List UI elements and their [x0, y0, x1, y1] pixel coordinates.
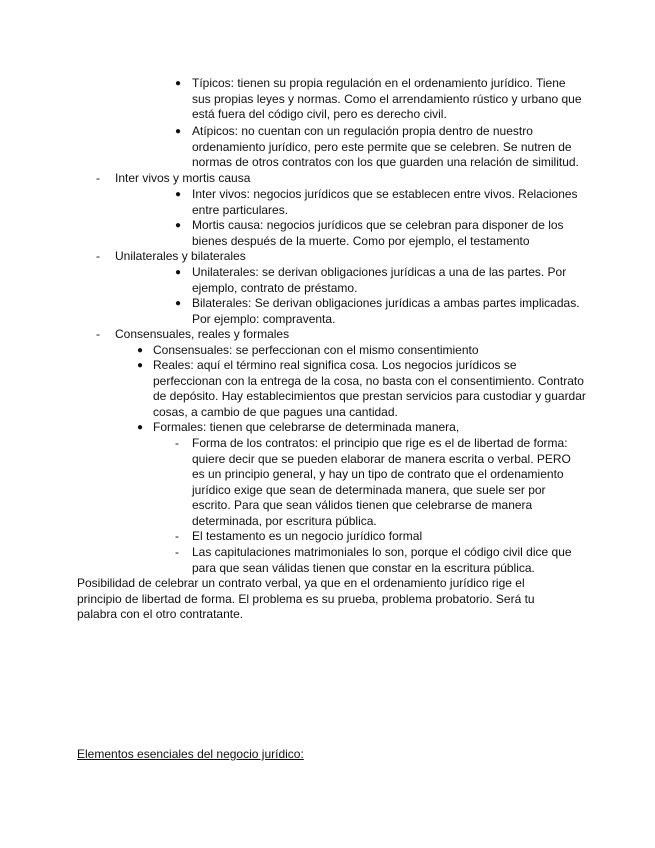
bullet-marker: ● — [175, 220, 182, 231]
dash-marker: - — [96, 249, 100, 263]
capitulaciones-item: Las capitulaciones matrimoniales lo son, porque el código civil dice que para que sean válidas tienen que constar en la escritura pública. — [192, 545, 572, 575]
reales-item: Reales: aquí el término real significa cosa. Los negocios jurídicos se perfeccionan con la entrega de la cosa, no basta con el consentimiento. Contrato de depósito. Hay establecimientos que prestan servicios para custodiar y guardar cosas, a cambio de que pagues una cantidad. — [153, 358, 586, 419]
testamento-item: El testamento es un negocio jurídico formal — [192, 529, 423, 543]
inter-mortis-heading: Inter vivos y mortis causa — [115, 171, 251, 185]
bullet-marker: ● — [175, 298, 182, 309]
bullet-marker: ● — [137, 422, 144, 433]
consensuales-heading: Consensuales, reales y formales — [115, 327, 290, 341]
dash-marker: - — [96, 327, 100, 341]
atipicos-item: Atípicos: no cuentan con un regulación propia dentro de nuestro ordenamiento jurídico, pero este permite que se celebren. Se nutren de normas de otros contratos con los que guarden una relación de similitud. — [192, 124, 579, 169]
formales-item: Formales: tienen que celebrarse de determinada manera, — [153, 420, 460, 434]
dash-marker: - — [175, 436, 179, 450]
bullet-marker: ● — [175, 189, 182, 200]
forma-contratos-item: Forma de los contratos: el principio que rige es el de libertad de forma: quiere decir que se pueden elaborar de manera escrita o verbal. PERO es un principio general, y hay un tipo de contrato que el ordenamiento jurídico exige que sean de determinada manera, que suele ser por escrito. Para que sean válidos tienen que celebrarse de manera determinada, por escritura pública. — [192, 436, 571, 528]
bullet-marker: ● — [137, 345, 144, 356]
bullet-marker: ● — [175, 78, 182, 89]
dash-marker: - — [96, 171, 100, 185]
posibilidad-paragraph: Posibilidad de celebrar un contrato verbal, ya que en el ordenamiento jurídico rige el principio de libertad de forma. El problema es su prueba, problema probatorio. Será tu palabra con el otro contratante. — [77, 576, 535, 621]
inter-vivos-item: Inter vivos: negocios jurídicos que se establecen entre vivos. Relaciones entre particulares. — [192, 187, 578, 217]
bullet-marker: ● — [175, 126, 182, 137]
bilaterales-item: Bilaterales: Se derivan obligaciones jurídicas a ambas partes implicadas. Por ejemplo: compraventa. — [192, 296, 580, 326]
consensuales-item: Consensuales: se perfeccionan con el mismo consentimiento — [153, 343, 479, 357]
unilaterales-item: Unilaterales: se derivan obligaciones jurídicas a una de las partes. Por ejemplo, contrato de préstamo. — [192, 265, 567, 295]
dash-marker: - — [175, 545, 179, 559]
elementos-heading: Elementos esenciales del negocio jurídico: — [77, 747, 304, 761]
dash-marker: - — [175, 529, 179, 543]
mortis-causa-item: Mortis causa: negocios jurídicos que se celebran para disponer de los bienes después de la muerte. Como por ejemplo, el testamento — [192, 218, 564, 248]
bullet-marker: ● — [175, 267, 182, 278]
tipicos-item: Típicos: tienen su propia regulación en el ordenamiento jurídico. Tiene sus propias leyes y normas. Como el arrendamiento rústico y urbano que está fuera del código civil, pero es derecho civil. — [192, 76, 582, 121]
bullet-marker: ● — [137, 360, 144, 371]
unilaterales-heading: Unilaterales y bilaterales — [115, 249, 246, 263]
